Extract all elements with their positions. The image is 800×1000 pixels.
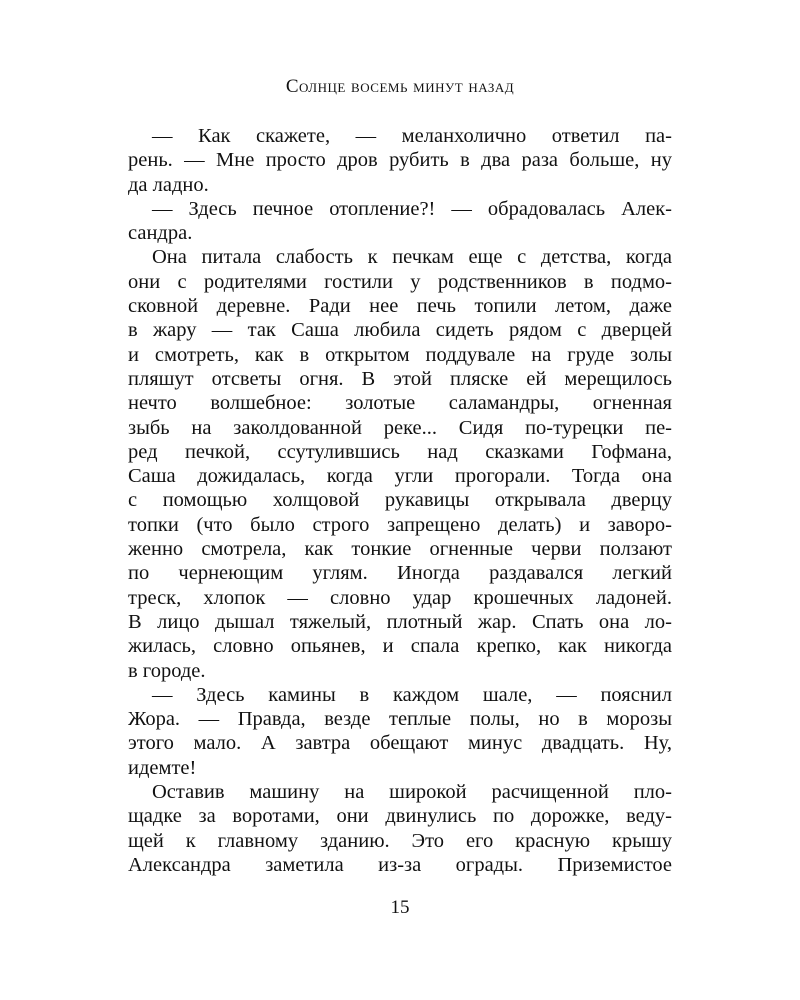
text-line: — Здесь камины в каждом шале, — пояснил	[152, 683, 672, 706]
text-line: идемте!	[128, 756, 197, 779]
text-line: зыбь на заколдованной реке... Сидя по-турецки пе-	[128, 416, 672, 439]
text-line: они с родителями гостили у родственников в подмо-	[128, 270, 672, 293]
text-line: — Как скажете, — меланхолично ответил па-	[152, 125, 672, 147]
text-line: Оставив машину на широкой расчищенной пло-	[152, 781, 672, 804]
text-line: топки (что было строго запрещено делать) и заворо-	[128, 513, 672, 536]
text-line: щей к главному зданию. Это его красную крышу	[128, 829, 672, 852]
text-line: с помощью холщовой рукавицы открывала дверцу	[128, 489, 672, 512]
text-line: ред печкой, ссутулившись над сказками Гофмана,	[128, 440, 672, 463]
text-line: по чернеющим углям. Иногда раздавался легкий	[128, 562, 672, 585]
text-line: и смотреть, как в открытом поддувале на груде золы	[128, 343, 672, 366]
text-line: Жора. — Правда, везде теплые полы, но в морозы	[128, 708, 672, 731]
page-number: 15	[390, 897, 410, 918]
running-header: Солнце восемь минут назад	[285, 76, 515, 97]
text-line: нечто волшебное: золотые саламандры, огненная	[128, 392, 672, 415]
text-line: Александра заметила из-за ограды. Приземистое	[128, 853, 672, 876]
text-line: этого мало. А завтра обещают минус двадцать. Ну,	[128, 732, 672, 755]
text-line: — Здесь печное отопление?! — обрадовалась Алек-	[152, 197, 672, 220]
text-line: жилась, словно опьянев, и спала крепко, как никогда	[128, 635, 672, 658]
text-line: в жару — так Саша любила сидеть рядом с дверцей	[128, 319, 672, 342]
text-line: Она питала слабость к печкам еще с детства, когда	[152, 246, 672, 269]
text-line: сковной деревне. Ради нее печь топили летом, даже	[128, 295, 672, 318]
text-line: рень. — Мне просто дров рубить в два раза больше, ну	[128, 149, 672, 172]
text-line: пляшут отсветы огня. В этой пляске ей мерещилось	[128, 367, 672, 390]
text-line: Саша дожидалась, когда угли прогорали. Тогда она	[128, 465, 672, 488]
text-line: в городе.	[128, 659, 206, 682]
body-text	[128, 124, 672, 877]
text-line: да ладно.	[128, 173, 209, 196]
text-line: треск, хлопок — словно удар крошечных ладоней.	[128, 586, 672, 609]
text-line: женно смотрела, как тонкие огненные черви ползают	[128, 538, 672, 561]
text-line: В лицо дышал тяжелый, плотный жар. Спать она ло-	[128, 610, 672, 633]
text-line: сандра.	[128, 222, 193, 245]
text-line: щадке за воротами, они двинулись по дорожке, веду-	[128, 805, 672, 828]
